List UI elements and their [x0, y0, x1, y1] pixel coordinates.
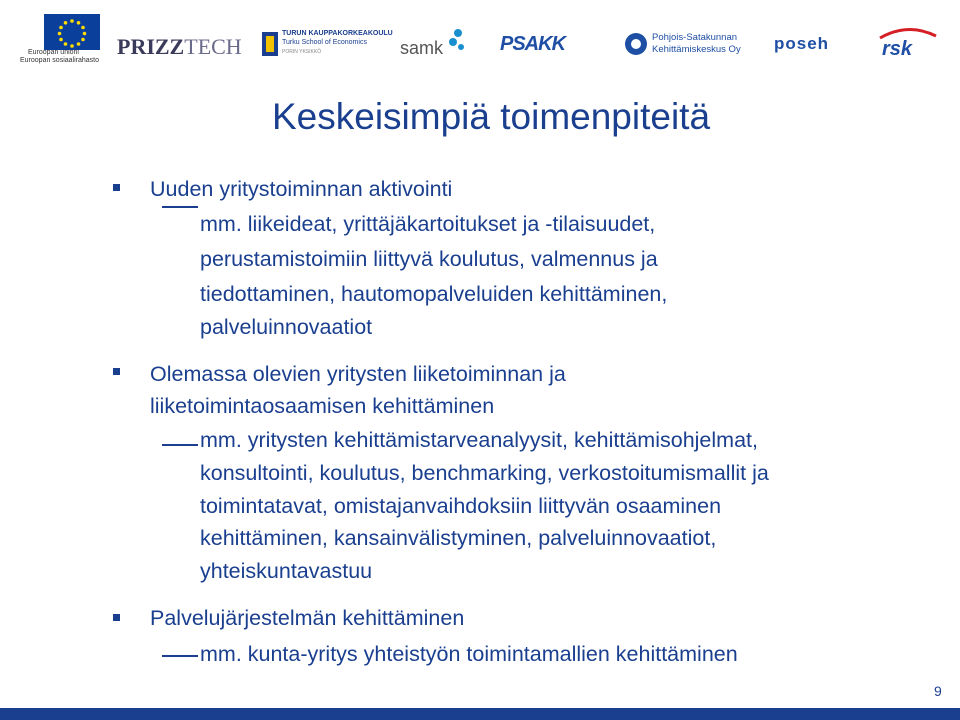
bullet-1-sub-line-1: mm. liikeideat, yrittäjäkartoitukset ja -tilaisuudet, — [200, 212, 656, 236]
bullet-square-icon — [113, 184, 120, 191]
bullet-1-line-1: Uuden yritystoiminnan aktivointi — [150, 177, 453, 201]
bullet-2-sub-line-5: yhteiskuntavastuu — [200, 559, 373, 583]
bullet-3-line-1: Palvelujärjestelmän kehittäminen — [150, 606, 465, 630]
bullet-square-icon — [113, 368, 120, 375]
page-number: 9 — [934, 683, 942, 699]
bullet-2-sub-line-4: kehittäminen, kansainvälistyminen, palveluinnovaatiot, — [200, 526, 717, 550]
prizz-text: PRIZZ — [117, 34, 185, 59]
footer-band — [0, 708, 960, 720]
bullet-2-sub-line-1: mm. yritysten kehittämistarveanalyysit, kehittämisohjelmat, — [200, 428, 758, 452]
ps-label-1: Pohjois-Satakunnan — [652, 32, 738, 43]
bullet-square-icon — [113, 614, 120, 621]
samk-text: samk — [400, 38, 444, 58]
rsk-text: rsk — [882, 38, 913, 60]
tse-label-2: Turku School of Economics — [282, 39, 367, 46]
bullet-2-sub-line-3: toimintatavat, omistajanvaihdoksiin liittyvän osaaminen — [200, 494, 722, 518]
bullet-2-sub-line-2: konsultointi, koulutus, benchmarking, verkostoitumismallit ja — [200, 461, 769, 485]
bullet-2-line-1: Olemassa olevien yritysten liiketoiminnan ja — [150, 362, 566, 386]
poseh-logo: poseh — [774, 34, 830, 53]
slide-title: Keskeisimpiä toimenpiteitä — [272, 96, 711, 137]
prizz-tech-text: TECH — [184, 34, 242, 59]
ps-label-2: Kehittämiskeskus Oy — [652, 44, 741, 55]
eu-label-2: Euroopan sosiaalirahasto — [20, 57, 99, 64]
dash-icon — [162, 444, 198, 446]
bullet-2-line-2: liiketoimintaosaamisen kehittäminen — [150, 394, 495, 418]
dash-icon — [162, 206, 198, 208]
bullet-1-sub-line-3: tiedottaminen, hautomopalveluiden kehittäminen, — [200, 282, 668, 306]
tse-label-3: PORIN YKSIKKÖ — [282, 49, 322, 55]
dash-icon — [162, 655, 198, 657]
psakk-logo: PSAKK — [500, 33, 566, 55]
eu-label-1: Euroopan unioni — [28, 49, 79, 56]
bullet-1-sub-line-4: palveluinnovaatiot — [200, 315, 373, 339]
bullet-3-sub-line-1: mm. kunta-yritys yhteistyön toimintamallien kehittäminen — [200, 642, 738, 666]
bullet-1-sub-line-2: perustamistoimiin liittyvä koulutus, valmennus ja — [200, 247, 658, 271]
tse-label-1: TURUN KAUPPAKORKEAKOULU — [282, 30, 393, 37]
